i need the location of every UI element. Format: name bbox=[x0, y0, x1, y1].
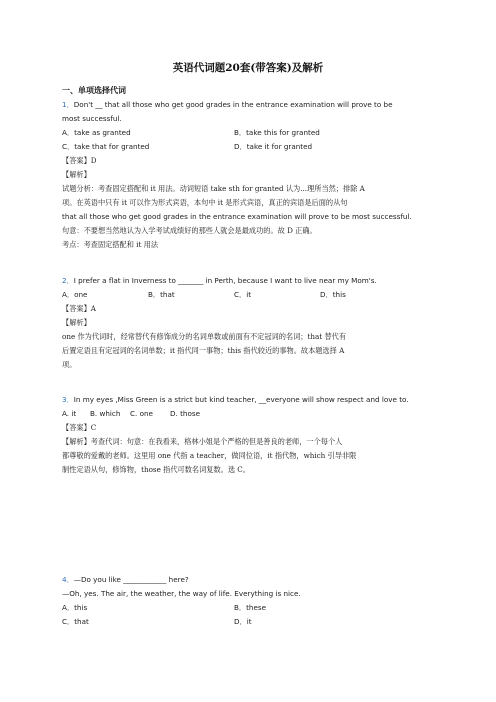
q3-explanation-3: 制性定语从句，修饰物，those 指代可数名词复数。选 C。 bbox=[62, 465, 250, 474]
q2-stem: 2．I prefer a flat in Inverness to _______ in Perth, because I want to live near my Mom's. bbox=[62, 276, 377, 285]
q3-option-c: C. one bbox=[130, 409, 153, 418]
q4-number: 4． bbox=[62, 575, 74, 584]
q2-option-b: B．that bbox=[148, 290, 175, 299]
q3-option-d: D. those bbox=[170, 409, 201, 418]
q1-option-d: D．take it for granted bbox=[234, 142, 313, 151]
q1-explanation-4: 句意：不要想当然地认为入学考试成绩好的那些人就会是最成功的。故 D 正确。 bbox=[62, 226, 317, 235]
q3-explanation-2: 都尊敬的爱戴的老师。这里用 one 代指 a teacher，做同位语，it 指代物，which 引导非限 bbox=[62, 451, 357, 460]
q3-answer: 【答案】C bbox=[62, 423, 97, 432]
question-3 bbox=[62, 393, 434, 477]
q2-option-c: C．it bbox=[234, 290, 252, 299]
q4-option-b: B．these bbox=[234, 603, 267, 612]
q1-option-a: A．take as granted bbox=[62, 128, 131, 137]
q1-options-row-2 bbox=[62, 140, 434, 154]
q2-answer: 【答案】A bbox=[62, 304, 96, 313]
q2-options-row bbox=[62, 288, 434, 302]
q2-number: 2． bbox=[62, 276, 74, 285]
q3-stem: 3．In my eyes ,Miss Green is a strict but kind teacher, __everyone will show respect and love to. bbox=[62, 395, 409, 404]
q3-option-b: B. which bbox=[90, 409, 121, 418]
q4-option-c: C．that bbox=[62, 617, 89, 626]
q4-options-row-2 bbox=[62, 615, 434, 629]
q4-option-a: A．this bbox=[62, 603, 88, 612]
question-2 bbox=[62, 274, 434, 372]
q1-stem-line-2: most successful. bbox=[62, 114, 122, 123]
q3-options-row bbox=[62, 407, 434, 421]
q1-explanation-3: that all those who get good grades in the entrance examination will prove to be most successful. bbox=[62, 212, 412, 221]
q1-option-b: B．take this for granted bbox=[234, 128, 320, 137]
q4-stem: 4．—Do you like ____________ here? bbox=[62, 575, 189, 584]
q2-option-d: D．this bbox=[320, 290, 346, 299]
q1-options-row-1 bbox=[62, 126, 434, 140]
q4-options-row-1 bbox=[62, 601, 434, 615]
q3-explanation-1: 【解析】考查代词：句意：在我看来，格林小姐是个严格的但是善良的老师，一个每个人 bbox=[62, 437, 343, 446]
q1-number: 1． bbox=[62, 100, 74, 109]
q1-option-c: C．take that for granted bbox=[62, 142, 150, 151]
q4-option-d: D．it bbox=[234, 617, 252, 626]
q1-answer: 【答案】D bbox=[62, 156, 97, 165]
question-4 bbox=[62, 573, 434, 629]
q2-analysis-label: 【解析】 bbox=[62, 318, 91, 327]
q2-explanation-1: one 作为代词时，经常替代有修饰成分的名词单数或前面有不定冠词的名词；that 替代有 bbox=[62, 332, 347, 341]
section-heading: 一、单项选择代词 bbox=[62, 86, 126, 95]
page-title: 英语代词题20套(带答案)及解析 bbox=[172, 62, 324, 74]
q3-number: 3． bbox=[62, 395, 74, 404]
q1-analysis-label: 【解析】 bbox=[62, 170, 91, 179]
q1-explanation-1: 试题分析：考查固定搭配和 it 用法。动词短语 take sth for granted 认为...理所当然；排除 A bbox=[62, 184, 365, 193]
q1-explanation-2: 项。在英语中只有 it 可以作为形式宾语，本句中 it 是形式宾语，真正的宾语是后面的从句 bbox=[62, 198, 348, 207]
q3-option-a: A. it bbox=[62, 409, 77, 418]
q1-stem-line-1: 1．Don't __ that all those who get good grades in the entrance examination will prove to be bbox=[62, 100, 393, 109]
q2-explanation-3: 项。 bbox=[62, 360, 77, 369]
q2-option-a: A．one bbox=[62, 290, 88, 299]
q1-explanation-5: 考点：考查固定搭配和 it 用法 bbox=[62, 240, 159, 249]
q2-explanation-2: 后置定语且有定冠词的名词单数；it 指代同一事物；this 指代较近的事物。故本题选择 A bbox=[62, 346, 345, 355]
q4-stem-line-2: —Oh, yes. The air, the weather, the way of life. Everything is nice. bbox=[62, 589, 301, 598]
question-1 bbox=[62, 98, 434, 252]
